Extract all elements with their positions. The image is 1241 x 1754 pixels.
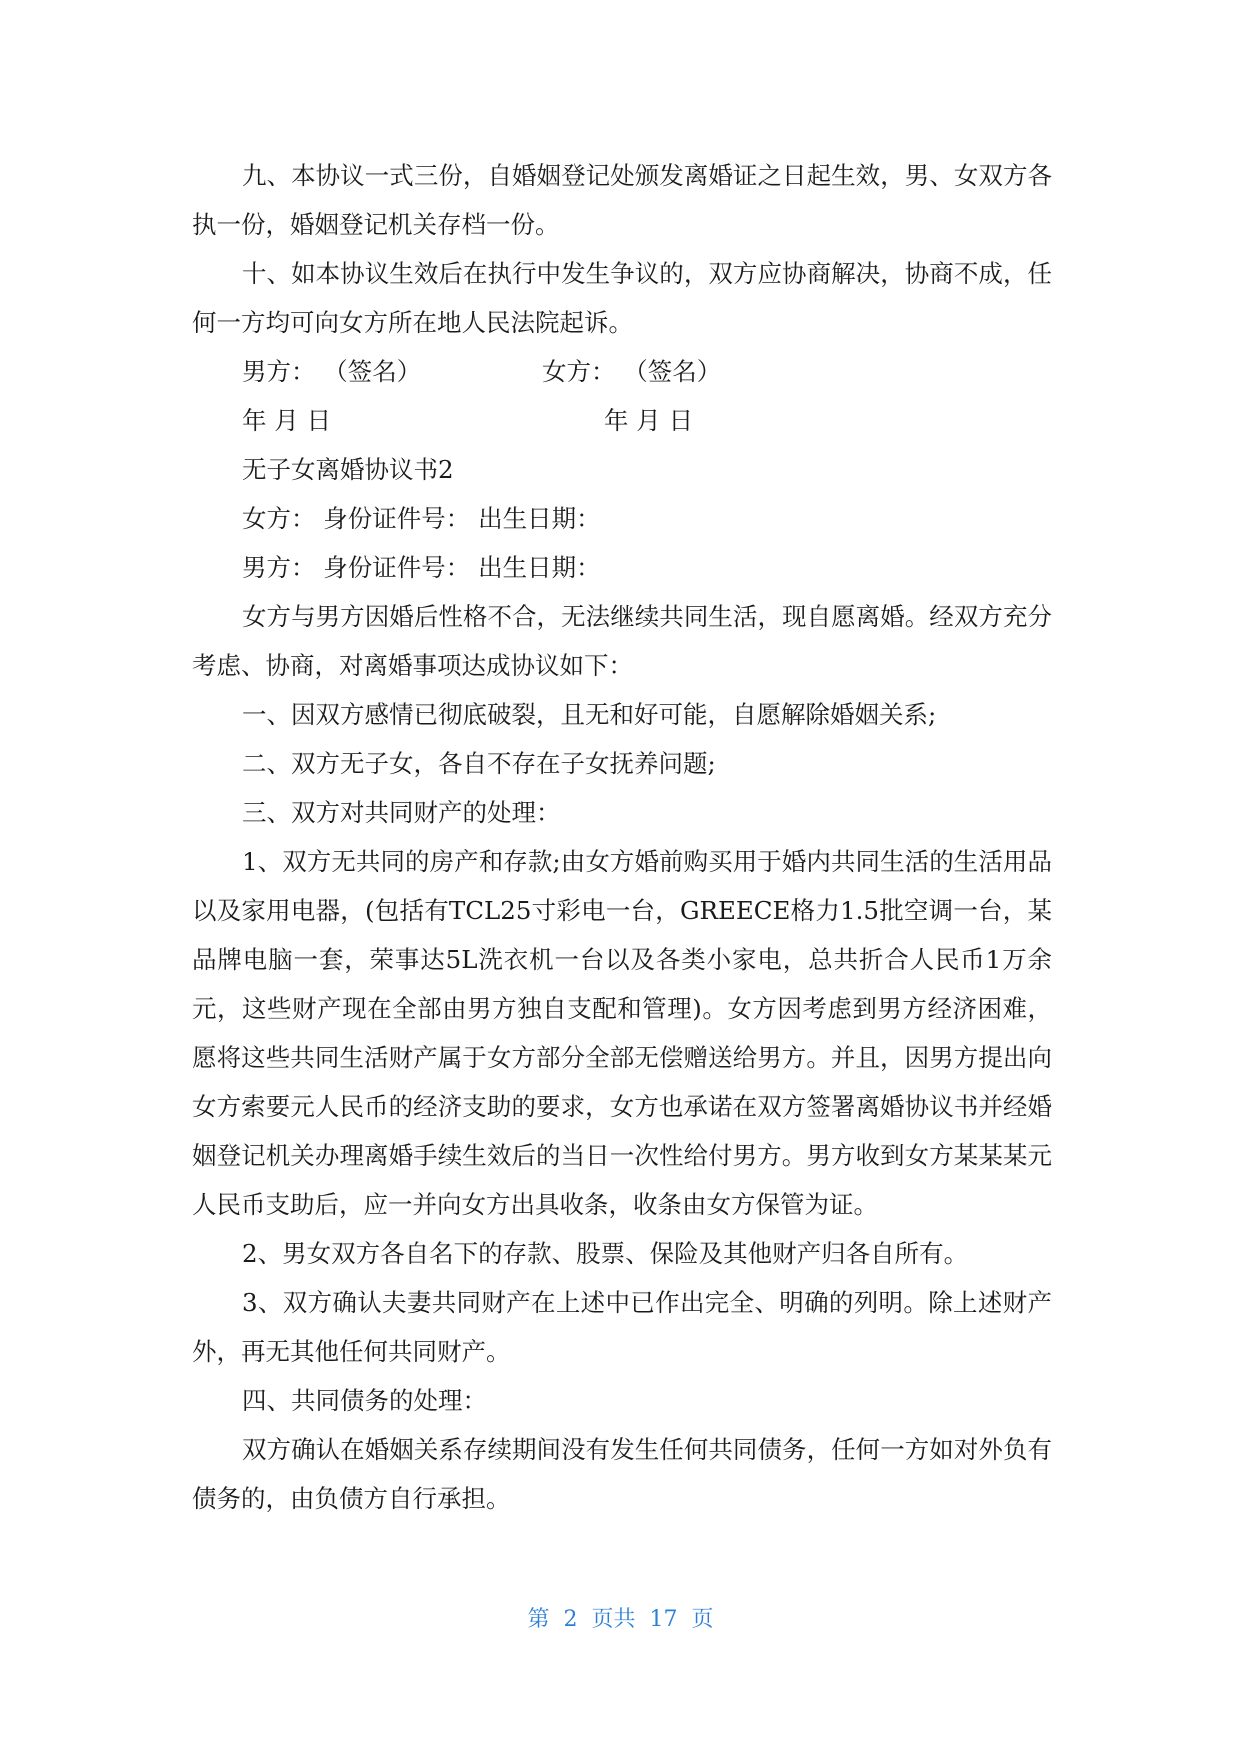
- sub-item-3: 3、双方确认夫妻共同财产在上述中已作出完全、明确的列明。除上述财产外，再无其他任何共同财产。: [192, 1288, 1052, 1366]
- item-1: 一、因双方感情已彻底破裂，且无和好可能，自愿解除婚姻关系;: [242, 700, 937, 729]
- male-info-text: 男方： 身份证件号： 出生日期：: [242, 553, 601, 582]
- male-signature: 男方： （签名）: [242, 357, 422, 386]
- document-body: [192, 151, 1052, 1523]
- title-text: 无子女离婚协议书2: [242, 455, 454, 484]
- debt-paragraph: 双方确认在婚姻关系存续期间没有发生任何共同债务，任何一方如对外负有债务的，由负债方自行承担。: [192, 1435, 1052, 1513]
- item-2: 二、双方无子女，各自不存在子女抚养问题;: [242, 749, 716, 778]
- page-number: 第 2 页共 17 页: [527, 1607, 714, 1632]
- sub-item-2: 2、男女双方各自名下的存款、股票、保险及其他财产归各自所有。: [242, 1239, 969, 1268]
- female-info-line: [192, 494, 1052, 543]
- sub-item-1: 1、双方无共同的房产和存款;由女方婚前购买用于婚内共同生活的生活用品以及家用电器，(包括有TCL25寸彩电一台，GREECE格力1.5批空调一台，某品牌电脑一套，荣事达5L洗衣机一台以及各类小家电，总共折合人民币1万余元，这些财产现在全部由男方独自支配和管理)。女方因考虑到男方经济困难，愿将这些共同生活财产属于女方部分全部无偿赠送给男方。并且，因男方提出向女方索要元人民币的经济支助的要求，女方也承诺在双方签署离婚协议书并经婚姻登记机关办理离婚手续生效后的当日一次性给付男方。男方收到女方某某某元人民币支助后，应一并向女方出具收条，收条由女方保管为证。: [192, 847, 1052, 1219]
- male-date: 年 月 日: [242, 406, 332, 435]
- clause-9: 九、本协议一式三份，自婚姻登记处颁发离婚证之日起生效，男、女双方各执一份，婚姻登记机关存档一份。: [192, 161, 1052, 239]
- female-info-text: 女方： 身份证件号： 出生日期：: [242, 504, 601, 533]
- section-title: [192, 445, 1052, 494]
- signature-row: [192, 347, 1052, 396]
- date-row: [192, 396, 1052, 445]
- male-info-line: [192, 543, 1052, 592]
- intro-paragraph: 女方与男方因婚后性格不合，无法继续共同生活，现自愿离婚。经双方充分考虑、协商，对离婚事项达成协议如下：: [192, 602, 1052, 680]
- item-3: 三、双方对共同财产的处理：: [242, 798, 561, 827]
- clause-10: 十、如本协议生效后在执行中发生争议的，双方应协商解决，协商不成，任何一方均可向女方所在地人民法院起诉。: [192, 259, 1052, 337]
- female-signature: 女方： （签名）: [542, 357, 722, 386]
- item-4: 四、共同债务的处理：: [242, 1386, 487, 1415]
- page-footer: [0, 1605, 1241, 1635]
- female-date: 年 月 日: [604, 406, 694, 435]
